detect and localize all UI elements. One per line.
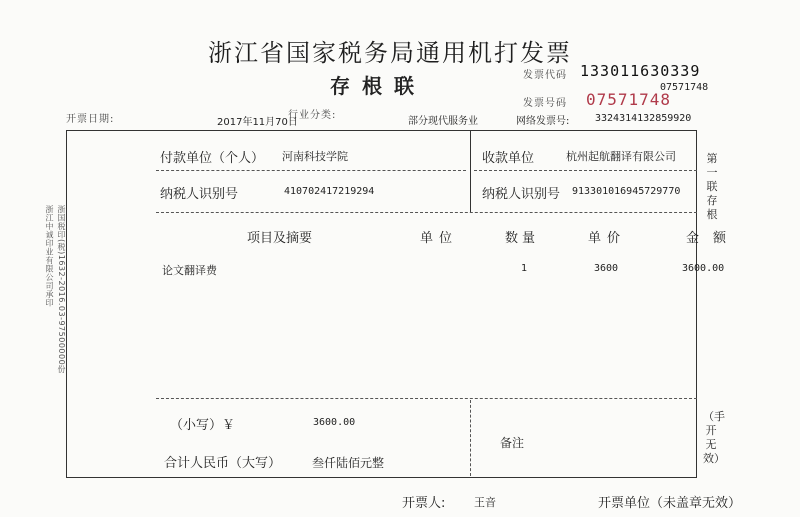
- column-header-unit-price: 单价: [588, 231, 627, 246]
- payee-name: 杭州起航翻译有限公司: [566, 150, 676, 163]
- issuer-label: 开票人:: [402, 496, 446, 511]
- column-header-item: 项目及摘要: [247, 231, 313, 246]
- total-small-label: （小写）￥: [170, 418, 236, 433]
- payer-label: 付款单位（个人）: [160, 151, 265, 166]
- item-name: 论文翻译费: [162, 264, 217, 277]
- total-big-value: 叁仟陆佰元整: [312, 456, 385, 470]
- issuer-name: 王音: [474, 496, 496, 509]
- printer-line-2: 浙江中诚印业有限公司承印: [45, 205, 54, 307]
- remarks-divider: [470, 400, 471, 476]
- column-header-amount: 金额: [686, 231, 741, 246]
- invoice-number-label: 发票号码: [523, 98, 567, 109]
- invoice-number: 07571748: [586, 90, 672, 109]
- payer-payee-divider: [470, 130, 471, 212]
- column-header-quantity: 数量: [505, 231, 540, 246]
- issuer-unit-label: 开票单位（未盖章无效）: [598, 496, 742, 511]
- issue-date-label: 开票日期:: [66, 114, 115, 125]
- payer-tax-id: 410702417219294: [284, 186, 375, 197]
- service-type: 部分现代服务业: [408, 116, 478, 127]
- invoice-code-small: 07571748: [660, 82, 709, 93]
- item-quantity: 1: [521, 263, 528, 274]
- payer-tax-id-label: 纳税人识别号: [160, 187, 239, 202]
- item-amount: 3600.00: [682, 263, 725, 274]
- payee-tax-id-label: 纳税人识别号: [482, 187, 561, 202]
- copy-label: 第一联 存根: [706, 152, 718, 221]
- invoice-code: 133011630339: [580, 62, 701, 80]
- issue-date: 2017年11月70日: [217, 117, 298, 128]
- item-unit-price: 3600: [594, 263, 619, 274]
- payee-tax-id: 913301016945729770: [572, 186, 681, 197]
- invoice-copy-title: 存根联: [330, 74, 426, 98]
- printer-line-1: 浙国税印(税)1632-2016.03-97500000份: [57, 205, 66, 374]
- invoice-code-label: 发票代码: [523, 70, 567, 81]
- network-invoice-label: 网络发票号:: [516, 116, 570, 127]
- party-row-divider-right: [474, 170, 697, 171]
- column-header-unit: 单位: [420, 231, 459, 246]
- handwritten-invalid-note: （手开无效）: [703, 410, 725, 465]
- industry-label: 行业分类:: [288, 110, 337, 121]
- payer-name: 河南科技学院: [282, 150, 348, 163]
- totals-top-line: [156, 398, 697, 399]
- payee-label: 收款单位: [482, 151, 535, 166]
- total-small-value: 3600.00: [313, 417, 356, 428]
- remarks-label: 备注: [500, 436, 525, 450]
- table-top-line: [156, 212, 697, 213]
- network-invoice-number: 3324314132859920: [595, 113, 692, 124]
- invoice-title: 浙江省国家税务局通用机打发票: [208, 39, 572, 67]
- party-row-divider: [156, 170, 466, 171]
- total-big-label: 合计人民币（大写）: [164, 456, 282, 471]
